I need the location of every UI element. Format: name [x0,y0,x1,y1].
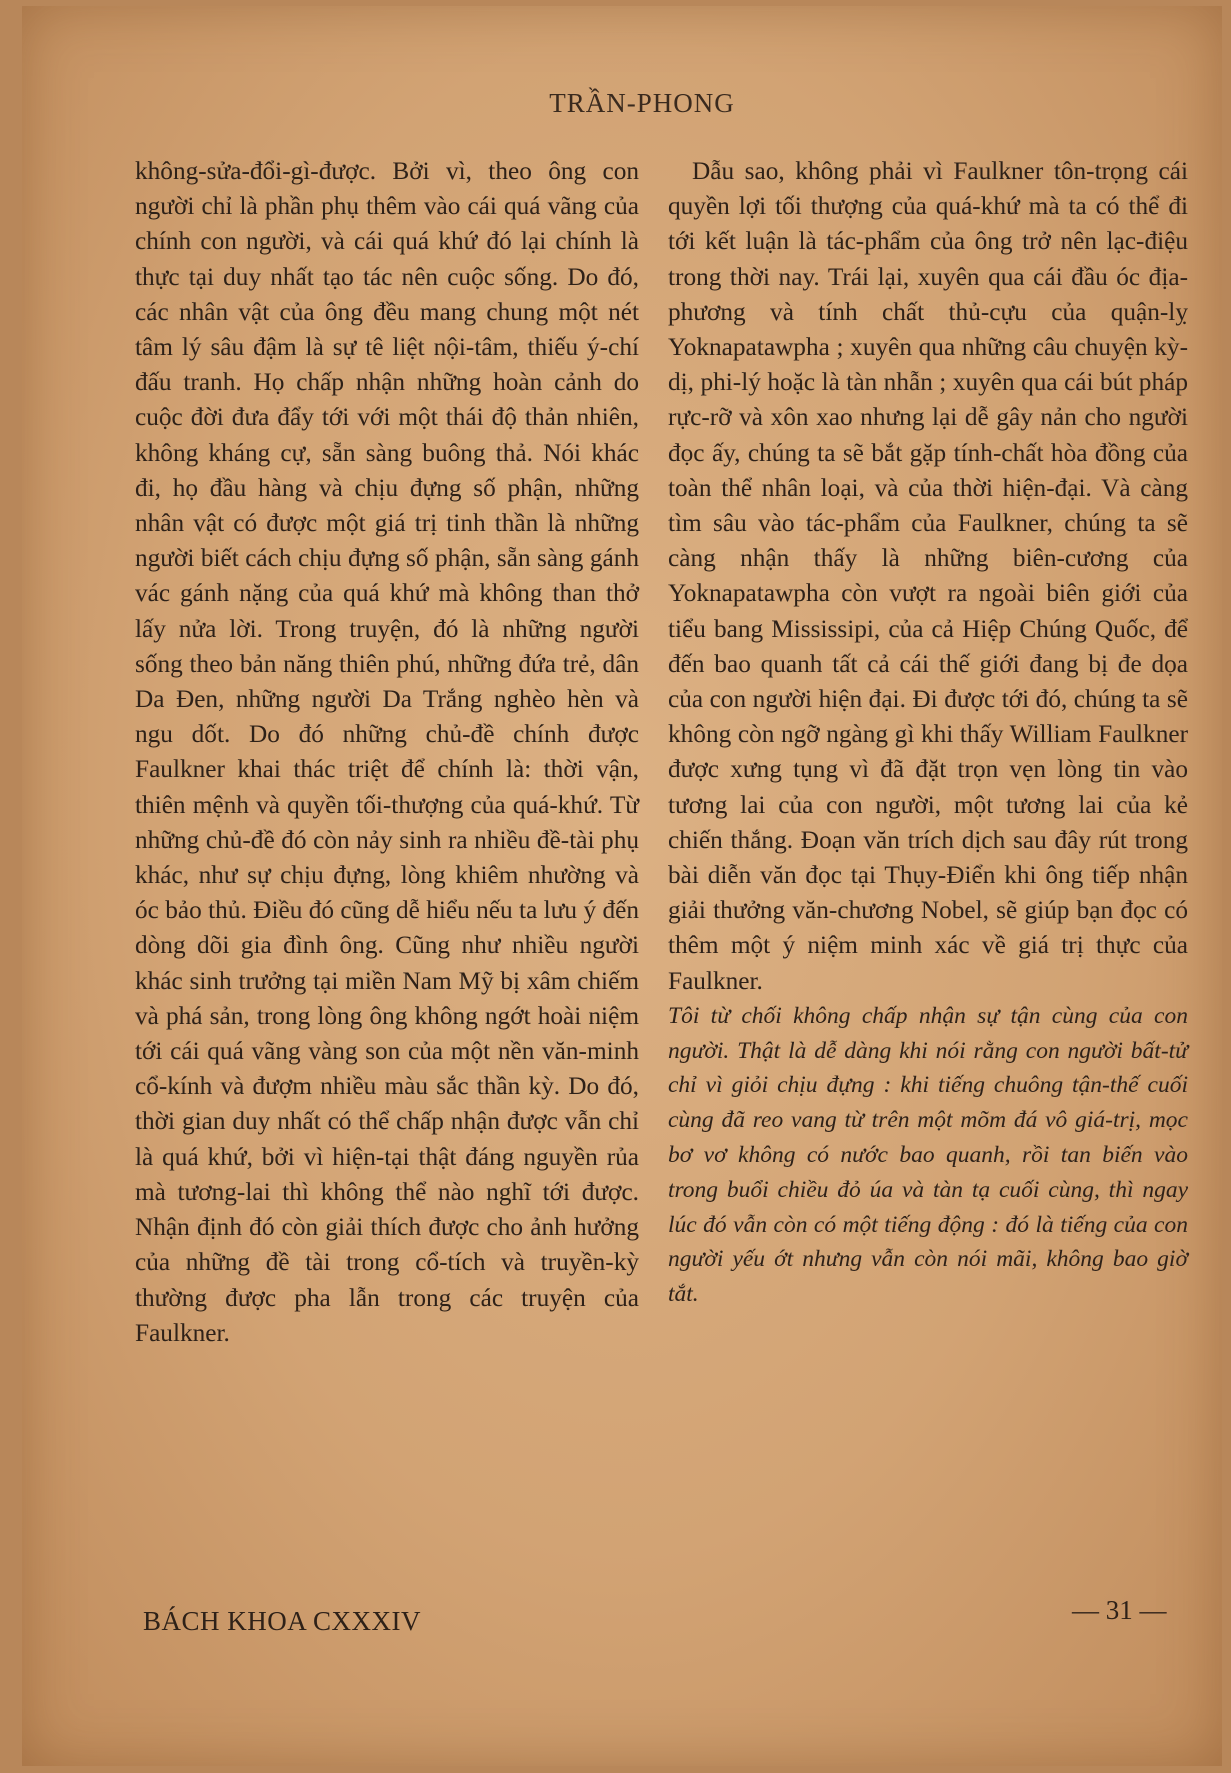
right-column [668,154,1188,1312]
book-page [22,6,1222,1766]
left-column [135,154,639,1351]
right-paragraph: Dẫu sao, không phải vì Faulkner tôn-trọng cái quyền lợi tối thượng của quá-khứ mà ta có thể đi tới kết luận là tác-phẩm của ông trở nên lạc-điệu trong thời nay. Trái lại, xuyên qua cái đầu óc địa-phương và tính chất thủ-cựu của quận-lỵ Yoknapatawpha ; xuyên qua những câu chuyện kỳ-dị, phi-lý hoặc là tàn nhẫn ; xuyên qua cái bút pháp rực-rỡ và xôn xao nhưng lại dễ gây nản cho người đọc ấy, chúng ta sẽ bắt gặp tính-chất hòa đồng của toàn thể nhân loại, và của thời hiện-đại. Và càng tìm sâu vào tác-phẩm của Faulkner, chúng ta sẽ càng nhận thấy là những biên-cương của Yoknapatawpha còn vượt ra ngoài biên giới của tiểu bang Mississipi, của cả Hiệp Chúng Quốc, để đến bao quanh tất cả cái thế giới đang bị đe dọa của con người hiện đại. Đi được tới đó, chúng ta sẽ không còn ngỡ ngàng gì khi thấy William Faulkner được xưng tụng vì đã đặt trọn vẹn lòng tin vào tương lai của con người, một tương lai của kẻ chiến thắng. Đoạn văn trích dịch sau đây rút trong bài diễn văn đọc tại Thụy-Điển khi ông tiếp nhận giải thưởng văn-chương Nobel, sẽ giúp bạn đọc có thêm một ý niệm minh xác về giá trị thực của Faulkner. [668,157,1188,995]
left-paragraph: không-sửa-đổi-gì-được. Bởi vì, theo ông con người chỉ là phần phụ thêm vào cái quá vãng của chính con người, và cái quá khứ đó lại chính là thực tại duy nhất tạo tác nên cuộc sống. Do đó, các nhân vật của ông đều mang chung một nét tâm lý sâu đậm là sự tê liệt nội-tâm, thiếu ý-chí đấu tranh. Họ chấp nhận những hoàn cảnh do cuộc đời đưa đẩy tới với một thái độ thản nhiên, không kháng cự, sẵn sàng buông thả. Nói khác đi, họ đầu hàng và chịu đựng số phận, những nhân vật có được một giá trị tinh thần là những người biết cách chịu đựng số phận, sẵn sàng gánh vác gánh nặng của quá khứ mà không than thở lấy nửa lời. Trong truyện, đó là những người sống theo bản năng thiên phú, những đứa trẻ, dân Da Đen, những người Da Trắng nghèo hèn và ngu dốt. Do đó những chủ-đề chính được Faulkner khai thác triệt để chính là: thời vận, thiên mệnh và quyền tối-thượng của quá-khứ. Từ những chủ-đề đó còn nảy sinh ra nhiều đề-tài phụ khác, như sự chịu đựng, lòng khiêm nhường và óc bảo thủ. Điều đó cũng dễ hiểu nếu ta lưu ý đến dòng dõi gia đình ông. Cũng như nhiều người khác sinh trưởng tại miền Nam Mỹ bị xâm chiếm và phá sản, trong lòng ông không ngớt hoài niệm tới cái quá vãng vàng son của một nền văn-minh cổ-kính và đượm nhiều màu sắc thần kỳ. Do đó, thời gian duy nhất có thể chấp nhận được vẫn chỉ là quá khứ, bởi vì hiện-tại thật đáng nguyền rủa mà tương-lai thì không thể nào nghĩ tới được. Nhận định đó còn giải thích được cho ảnh hưởng của những đề tài trong cổ-tích và truyền-kỳ thường được pha lẫn trong các truyện của Faulkner. [135,157,639,1347]
page-number: — 31 — [1072,1595,1167,1625]
running-title: TRẦN-PHONG [549,88,735,118]
nobel-speech-quote: Tôi từ chối không chấp nhận sự tận cùng của con người. Thật là dễ dàng khi nói rằng con người bất-tử chỉ vì giỏi chịu đựng : khi tiếng chuông tận-thế cuối cùng đã reo vang từ trên một mõm đá vô giá-trị, mọc bơ vơ không có nước bao quanh, rồi tan biến vào trong buổi chiều đỏ úa và tàn tạ cuối cùng, thì ngay lúc đó vẫn còn có một tiếng động : đó là tiếng của con người yếu ớt nhưng vẫn còn nói mãi, không bao giờ tắt. [668,1002,1188,1308]
publication-footer: BÁCH KHOA CXXXIV [143,1606,422,1636]
